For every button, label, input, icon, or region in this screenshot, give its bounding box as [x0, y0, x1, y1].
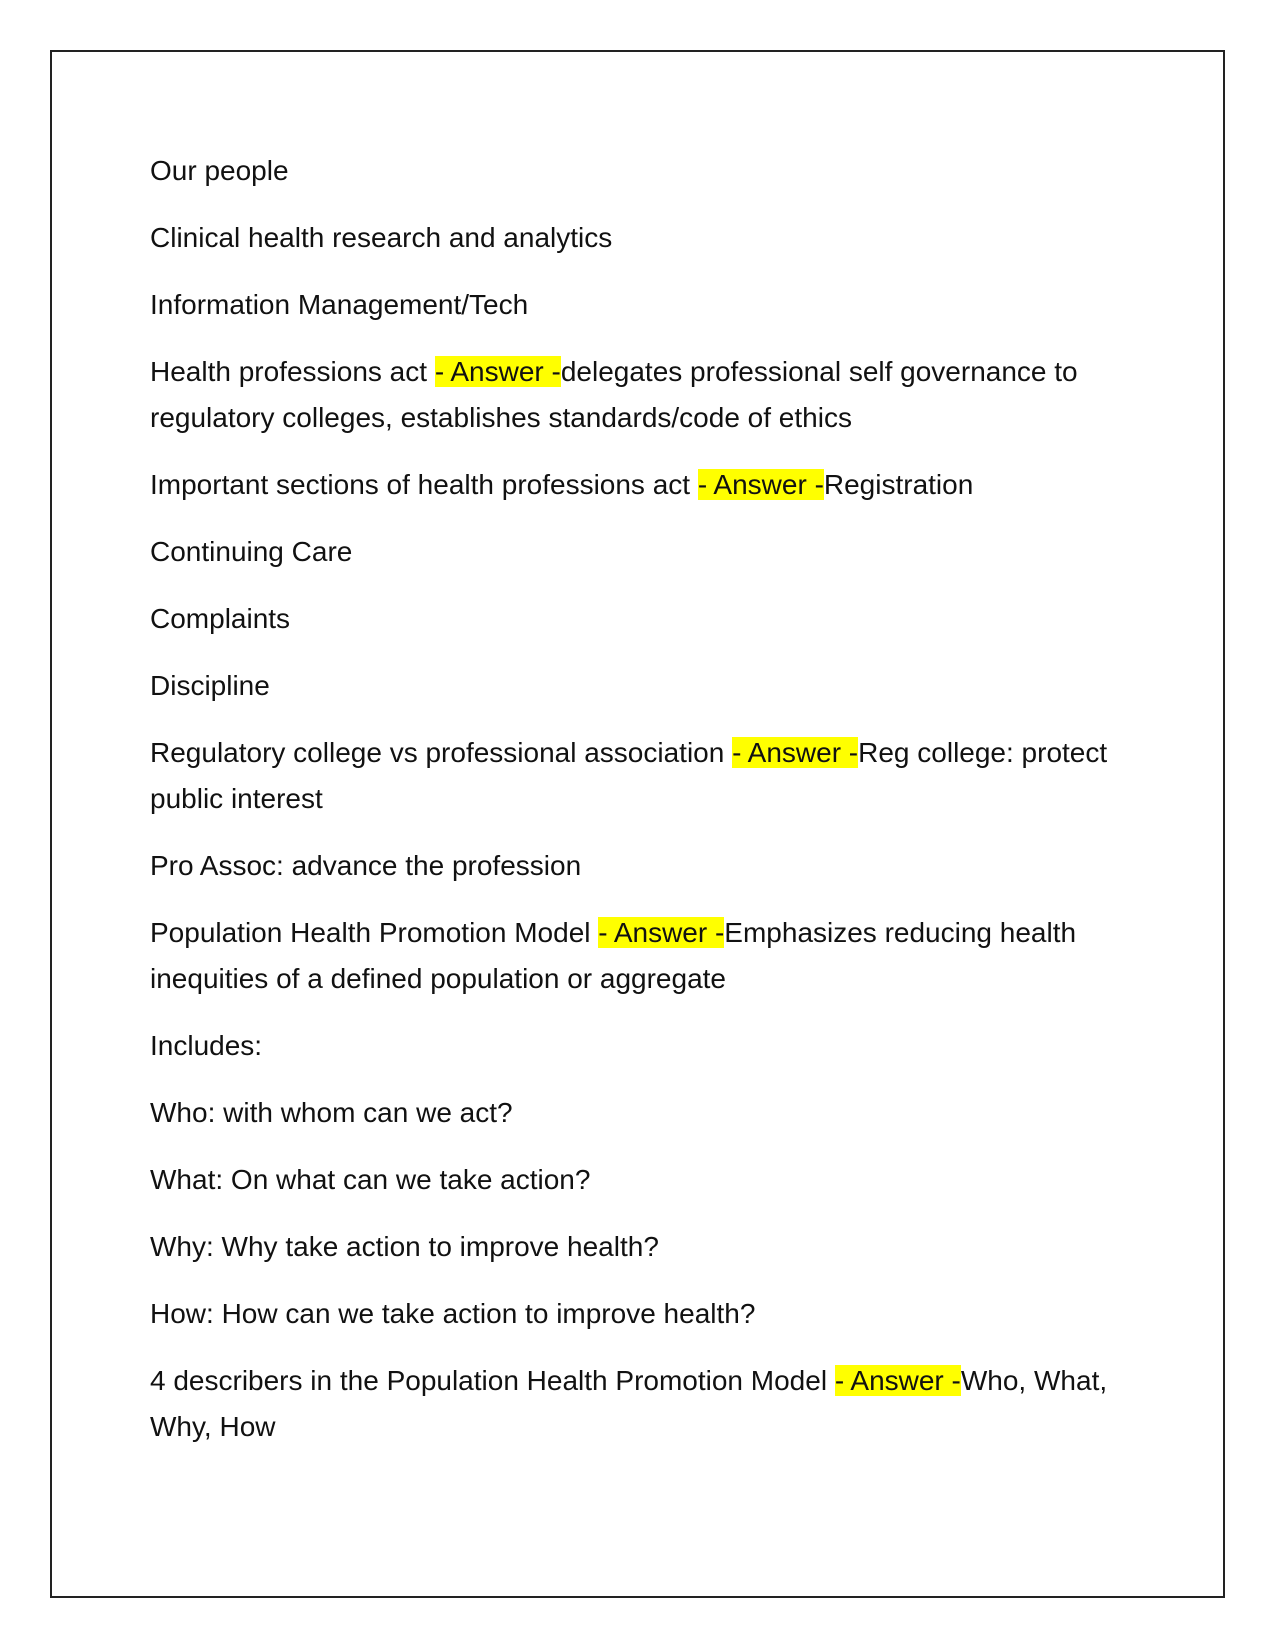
- paragraph: Who: with whom can we act?: [150, 1097, 513, 1128]
- paragraph: Why: Why take action to improve health?: [150, 1231, 659, 1262]
- question-text: Population Health Promotion Model: [150, 917, 599, 948]
- paragraph: Complaints: [150, 603, 291, 634]
- qa-paragraph: [150, 1358, 1130, 1450]
- document-body: [150, 148, 1130, 1471]
- paragraph: Discipline: [150, 670, 270, 701]
- paragraph: Information Management/Tech: [150, 289, 529, 320]
- answer-text: Emphasizes reducing health inequities of a defined population or aggregate: [150, 917, 1077, 994]
- qa-paragraph: [150, 730, 1130, 822]
- answer-text: Reg college: protect public interest: [150, 737, 1108, 814]
- paragraph: How: How can we take action to improve health?: [150, 1298, 756, 1329]
- paragraph: Includes:: [150, 1030, 263, 1061]
- paragraph: Pro Assoc: advance the profession: [150, 850, 582, 881]
- qa-paragraph: [150, 910, 1130, 1002]
- answer-marker-highlight: - Answer -: [732, 737, 859, 768]
- answer-marker-highlight: - Answer -: [434, 356, 561, 387]
- paragraph: Continuing Care: [150, 536, 353, 567]
- paragraph: Clinical health research and analytics: [150, 222, 613, 253]
- answer-marker-highlight: - Answer -: [834, 1365, 961, 1396]
- paragraph: What: On what can we take action?: [150, 1164, 591, 1195]
- answer-marker-highlight: - Answer -: [598, 917, 725, 948]
- answer-marker-highlight: - Answer -: [697, 469, 824, 500]
- answer-text: Registration: [823, 469, 974, 500]
- question-text: Important sections of health professions act: [150, 469, 698, 500]
- qa-paragraph: [150, 349, 1130, 441]
- paragraph: Our people: [150, 155, 289, 186]
- question-text: Health professions act: [150, 356, 435, 387]
- answer-text: delegates professional self governance to regulatory colleges, establishes standards/code of ethics: [150, 356, 1078, 433]
- question-text: Regulatory college vs professional association: [150, 737, 733, 768]
- answer-text: Who, What, Why, How: [150, 1365, 1108, 1442]
- question-text: 4 describers in the Population Health Promotion Model: [150, 1365, 835, 1396]
- qa-paragraph: [150, 462, 1130, 508]
